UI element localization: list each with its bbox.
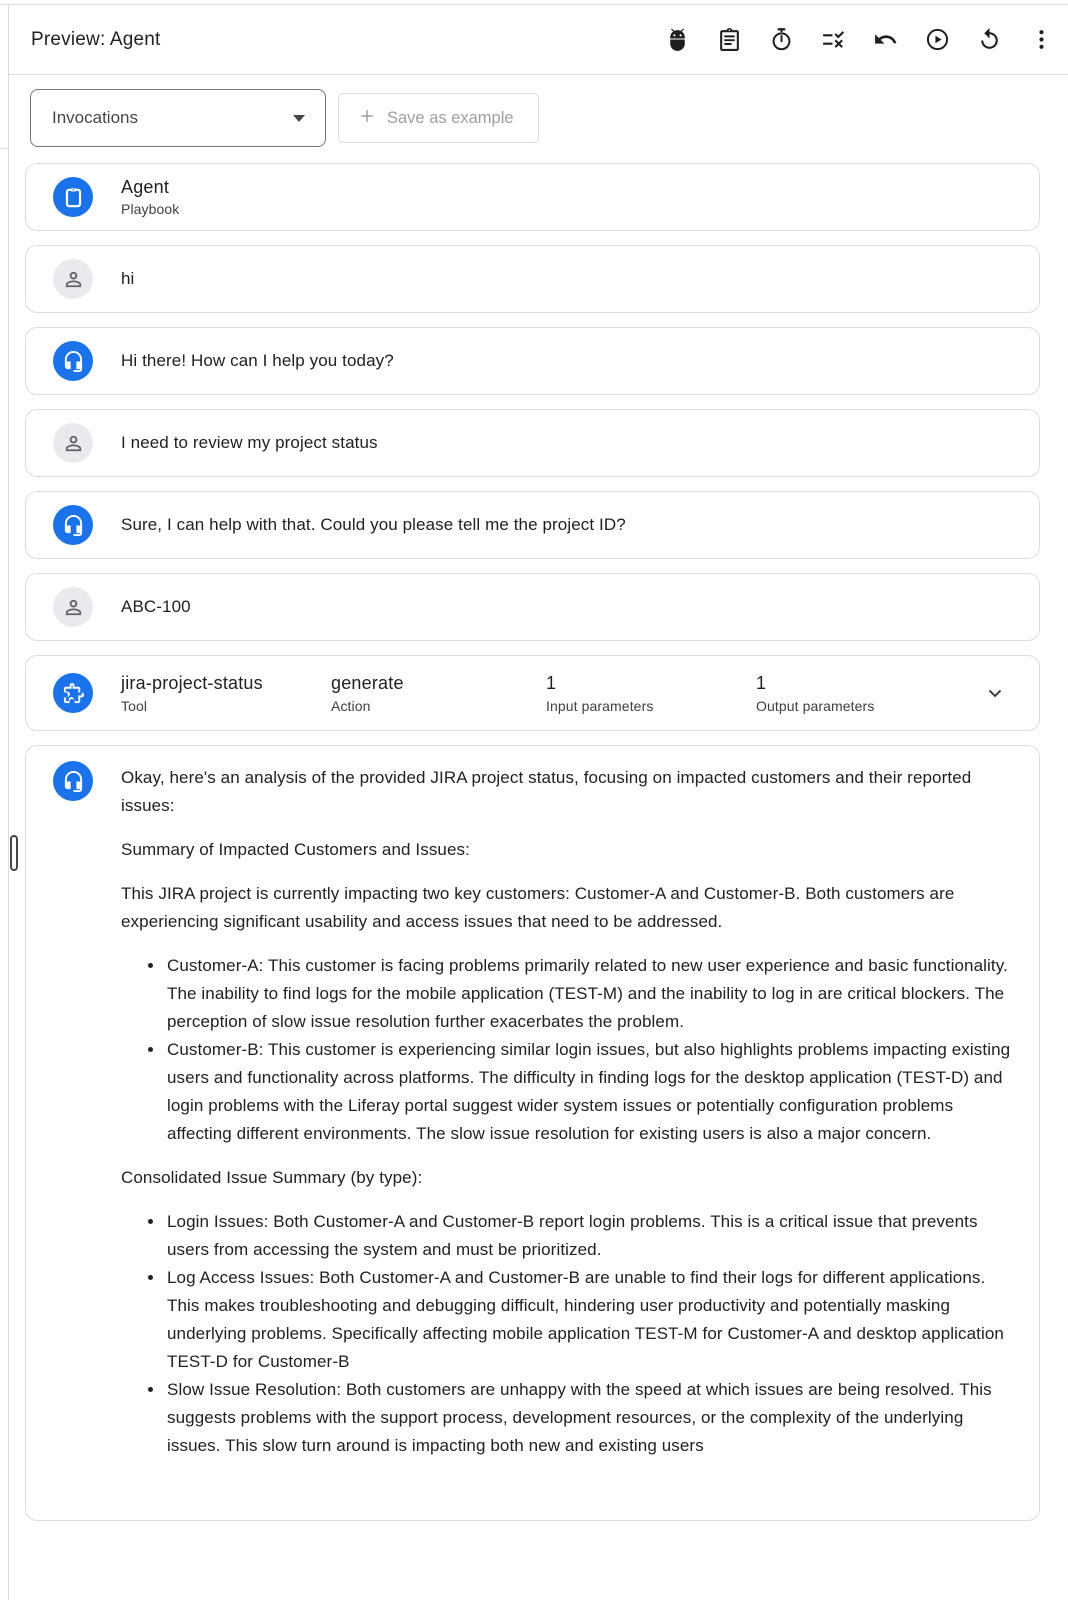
- restart-button[interactable]: [976, 27, 1002, 53]
- agent-message-card: [25, 327, 1040, 395]
- adb-icon: [665, 27, 690, 52]
- tool-output-column: [756, 673, 981, 714]
- person-icon: [62, 268, 85, 291]
- tool-action-column: [331, 673, 546, 714]
- playbook-card: [25, 163, 1040, 231]
- agent-response-text: [121, 760, 1013, 1460]
- response-paragraph: Summary of Impacted Customers and Issues:: [121, 840, 470, 859]
- response-paragraph: This JIRA project is currently impacting two key customers: Customer-A and Customer-B. Both customers are experiencing significant usability and access issues that need to be addressed.: [121, 884, 955, 931]
- panel-header: [9, 5, 1068, 75]
- agent-response-card: [25, 745, 1040, 1521]
- tool-name: jira-project-status: [121, 672, 263, 693]
- tool-action-label: Action: [331, 697, 371, 714]
- chevron-down-icon: [293, 115, 305, 122]
- restart-icon: [977, 27, 1002, 52]
- undo-icon: [873, 27, 898, 52]
- agent-message-card: [25, 491, 1040, 559]
- save-as-example-label: Save as example: [387, 108, 514, 127]
- response-paragraph: Okay, here's an analysis of the provided JIRA project status, focusing on impacted customers and their reported issues:: [121, 768, 972, 815]
- user-avatar: [53, 259, 93, 299]
- headset-icon: [62, 770, 85, 793]
- tool-invocation-card[interactable]: [25, 655, 1040, 731]
- preview-agent-panel: [8, 5, 1068, 1600]
- tool-expand-button[interactable]: [981, 679, 1009, 707]
- timer-icon: [769, 27, 794, 52]
- header-action-bar: [664, 27, 1054, 53]
- user-avatar: [53, 587, 93, 627]
- person-icon: [62, 432, 85, 455]
- playbook-title: Agent: [121, 177, 170, 197]
- tool-input-label: Input parameters: [546, 697, 654, 714]
- response-bullet: • Customer-B: This customer is experiencing similar login issues, but also highlights problems impacting existing users and functionality across platforms. The difficulty in finding logs for the desktop application (TEST-D) and login problems with the Liferay portal suggest wider system issues or potentially configuration problems affecting different environments. The slow issue resolution for existing users is also a major concern.: [165, 1036, 1013, 1148]
- undo-button[interactable]: [872, 27, 898, 53]
- evaluate-button[interactable]: [820, 27, 846, 53]
- debug-button[interactable]: [664, 27, 690, 53]
- agent-avatar: [53, 341, 93, 381]
- response-bullet: • Customer-A: This customer is facing problems primarily related to new user experience and basic functionality. The inability to find logs for the mobile application (TEST-M) and the inability to log in are critical blockers. The perception of slow issue resolution further exacerbates the problem.: [165, 952, 1013, 1036]
- response-bullet: • Login Issues: Both Customer-A and Customer-B report login problems. This is a critical issue that prevents users from accessing the system and must be prioritized.: [165, 1208, 1013, 1264]
- response-paragraph: Consolidated Issue Summary (by type):: [121, 1168, 423, 1187]
- headset-icon: [62, 514, 85, 537]
- user-message-card: [25, 573, 1040, 641]
- agent-avatar: [53, 505, 93, 545]
- clipboard-icon: [62, 186, 85, 209]
- response-bullet: • Log Access Issues: Both Customer-A and Customer-B are unable to find their logs for different applications. This makes troubleshooting and debugging difficult, hindering user productivity and potentially masking underlying problems. Specifically affecting mobile application TEST-M for Customer-A and desktop application TEST-D for Customer-B: [165, 1264, 1013, 1376]
- tool-action: generate: [331, 672, 404, 693]
- message-text: Sure, I can help with that. Could you please tell me the project ID?: [121, 515, 626, 534]
- invocations-dropdown-value: Invocations: [52, 108, 138, 127]
- page-title: Preview: Agent: [31, 28, 161, 50]
- response-bullet-list: [121, 1208, 1013, 1460]
- tool-name-label: Tool: [121, 697, 148, 714]
- user-message-card: [25, 245, 1040, 313]
- playbook-info: [121, 177, 179, 217]
- extension-puzzle-icon: [62, 682, 85, 705]
- tool-input-count: 1: [546, 672, 557, 693]
- latency-button[interactable]: [768, 27, 794, 53]
- response-bullet-list: [121, 952, 1013, 1148]
- conversation-list: [9, 147, 1068, 1521]
- plus-icon: [357, 106, 377, 131]
- tool-output-label: Output parameters: [756, 697, 875, 714]
- more-menu-button[interactable]: [1028, 27, 1054, 53]
- more-vert-icon: [1029, 27, 1054, 52]
- user-avatar: [53, 423, 93, 463]
- user-message-card: [25, 409, 1040, 477]
- chevron-down-icon: [983, 681, 1007, 705]
- assignment-icon: [717, 27, 742, 52]
- playbook-avatar: [53, 177, 93, 217]
- person-icon: [62, 596, 85, 619]
- agent-avatar: [53, 761, 93, 801]
- message-text: ABC-100: [121, 597, 191, 616]
- message-text: hi: [121, 269, 135, 288]
- headset-icon: [62, 350, 85, 373]
- panel-resize-handle[interactable]: [10, 835, 18, 871]
- response-bullet: • Slow Issue Resolution: Both customers are unhappy with the speed at which issues are being resolved. This suggests problems with the support process, development resources, or the complexity of the underlying issues. This slow turn around is impacting both new and existing users: [165, 1376, 1013, 1460]
- tool-output-count: 1: [756, 672, 767, 693]
- run-button[interactable]: [924, 27, 950, 53]
- playbook-subtitle: Playbook: [121, 201, 180, 217]
- message-text: I need to review my project status: [121, 433, 378, 452]
- invocations-dropdown[interactable]: [30, 89, 326, 147]
- save-as-example-button[interactable]: [338, 93, 539, 143]
- play-circle-icon: [925, 27, 950, 52]
- message-text: Hi there! How can I help you today?: [121, 351, 394, 370]
- examples-button[interactable]: [716, 27, 742, 53]
- tool-avatar: [53, 673, 93, 713]
- tool-name-column: [121, 673, 331, 714]
- rule-icon: [821, 27, 846, 52]
- tool-input-column: [546, 673, 756, 714]
- view-toolbar: [9, 75, 1068, 147]
